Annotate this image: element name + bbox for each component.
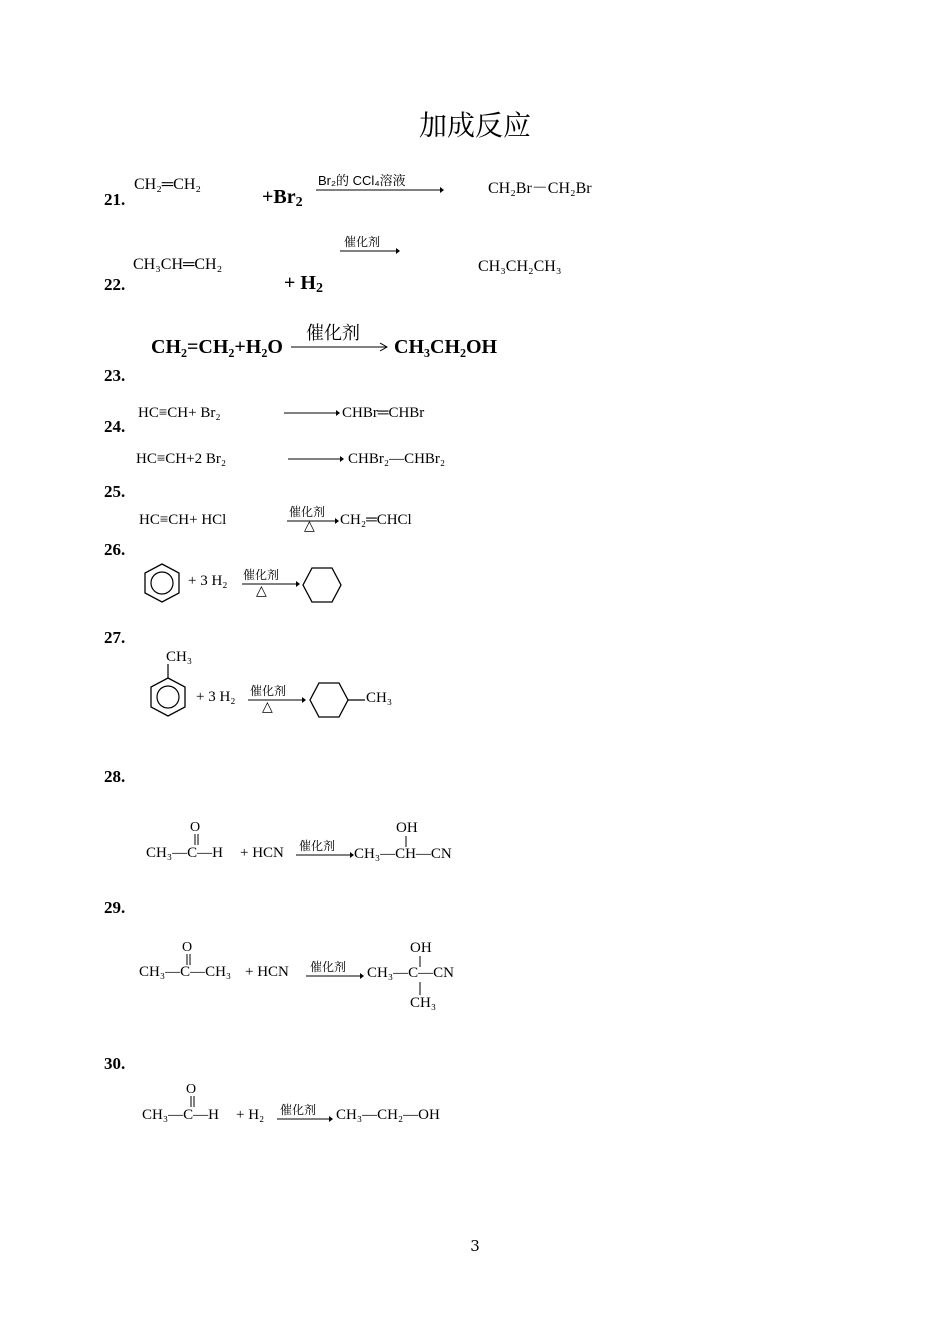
reaction-30-reagent: + H₂ (236, 1107, 265, 1123)
reaction-23-reactants: CH₂=CH₂+H₂O (151, 336, 283, 358)
reaction-29-reagent: + HCN (245, 964, 289, 980)
reaction-29-methyl-bond (418, 982, 422, 996)
reaction-21-arrow (316, 186, 444, 196)
reaction-27-catalyst: 催化剂 (243, 568, 280, 582)
reaction-22-reactant-propene: CH₃CH═CH₂ (133, 256, 223, 273)
cyclohexane-ring (302, 566, 342, 604)
methylcyclohexane-ring (309, 681, 369, 719)
reaction-29-catalyst: 催化剂 (310, 960, 347, 974)
reaction-27b-arrow (248, 696, 306, 706)
reaction-28-aldehyde: CH₃—C—H (146, 845, 223, 861)
reaction-23-product: CH₃CH₂OH (394, 336, 498, 358)
reaction-21-reactant-ethene: CH₂═CH₂ (134, 176, 201, 193)
reaction-26-catalyst: 催化剂 (289, 505, 326, 519)
reaction-29-arrow (306, 972, 364, 982)
reaction-27-reagent: + 3 H₂ (188, 573, 228, 589)
reaction-21-product: CH₂Br－CH₂Br (488, 180, 592, 197)
reaction-26-heat: △ (304, 518, 315, 534)
reaction-number-28: 28. (104, 767, 126, 786)
reaction-27-heat: △ (256, 583, 267, 599)
reaction-number-21: 21. (104, 190, 126, 209)
reaction-29-hydroxyl: OH (410, 940, 432, 956)
reaction-30-catalyst: 催化剂 (280, 1103, 317, 1117)
reaction-25-product: CHBr₂—CHBr₂ (348, 451, 446, 467)
reaction-22-catalyst: 催化剂 (344, 235, 381, 249)
reaction-28-hydroxyl: OH (396, 820, 418, 836)
reaction-30-oxygen: O (186, 1082, 197, 1097)
benzene-ring (142, 562, 182, 604)
reaction-30-product: CH₃—CH₂—OH (336, 1107, 440, 1123)
reaction-21-reactant-bromine: $+Br_2$ (262, 186, 303, 210)
reaction-number-23: 23. (104, 366, 126, 385)
reaction-number-26: 26. (104, 540, 126, 559)
reaction-28-product: CH₃—CH—CN (354, 846, 452, 862)
toluene-ring (148, 664, 190, 718)
reaction-number-25: 25. (104, 482, 126, 501)
reaction-27b-heat: △ (262, 699, 273, 715)
reaction-30-aldehyde: CH₃—C—H (142, 1107, 219, 1123)
reaction-25-arrow (288, 455, 344, 465)
reaction-27-arrow (242, 580, 300, 590)
page-number: 3 (470, 1237, 480, 1255)
reaction-number-22: 22. (104, 275, 126, 294)
reaction-29-product: CH₃—C—CN (367, 965, 454, 981)
reaction-25-reactants: HC≡CH+2 Br₂ (136, 451, 227, 467)
reaction-29-ketone: CH₃—C—CH₃ (139, 964, 232, 980)
reaction-23-arrow (291, 343, 391, 353)
reaction-22-arrow (340, 247, 400, 257)
reaction-28-arrow (296, 851, 354, 861)
toluene-methyl: CH₃ (166, 649, 193, 665)
reaction-number-29: 29. (104, 898, 126, 917)
reaction-24-reactants: HC≡CH+ Br₂ (138, 405, 221, 421)
reaction-28-reagent: + HCN (240, 845, 284, 861)
reaction-22-reactant-hydrogen: + $H_2$ (284, 272, 323, 296)
methylcyclohexane-methyl: CH₃ (366, 690, 393, 706)
reaction-29-methyl: CH₃ (410, 995, 437, 1011)
reaction-29-oxygen: O (182, 940, 193, 955)
reaction-24-arrow (284, 409, 340, 419)
reaction-number-30: 30. (104, 1054, 126, 1073)
reaction-30-arrow (277, 1115, 333, 1125)
reaction-number-24: 24. (104, 417, 126, 436)
reaction-26-product: CH₂═CHCl (340, 512, 412, 528)
reaction-21-condition: Br₂的 CCl₄溶液 (318, 173, 406, 188)
reaction-26-reactants: HC≡CH+ HCl (139, 512, 227, 528)
page-title: 加成反应 (418, 109, 531, 142)
reaction-24-product: CHBr═CHBr (342, 405, 425, 421)
reaction-23-catalyst: 催化剂 (306, 323, 360, 344)
reaction-27b-reagent: + 3 H₂ (196, 689, 236, 705)
reaction-22-product: CH₃CH₂CH₃ (478, 258, 562, 275)
reaction-28-catalyst: 催化剂 (299, 839, 336, 853)
reaction-number-27: 27. (104, 628, 126, 647)
reaction-27b-catalyst: 催化剂 (250, 684, 287, 698)
reaction-28-oxygen: O (190, 820, 201, 835)
